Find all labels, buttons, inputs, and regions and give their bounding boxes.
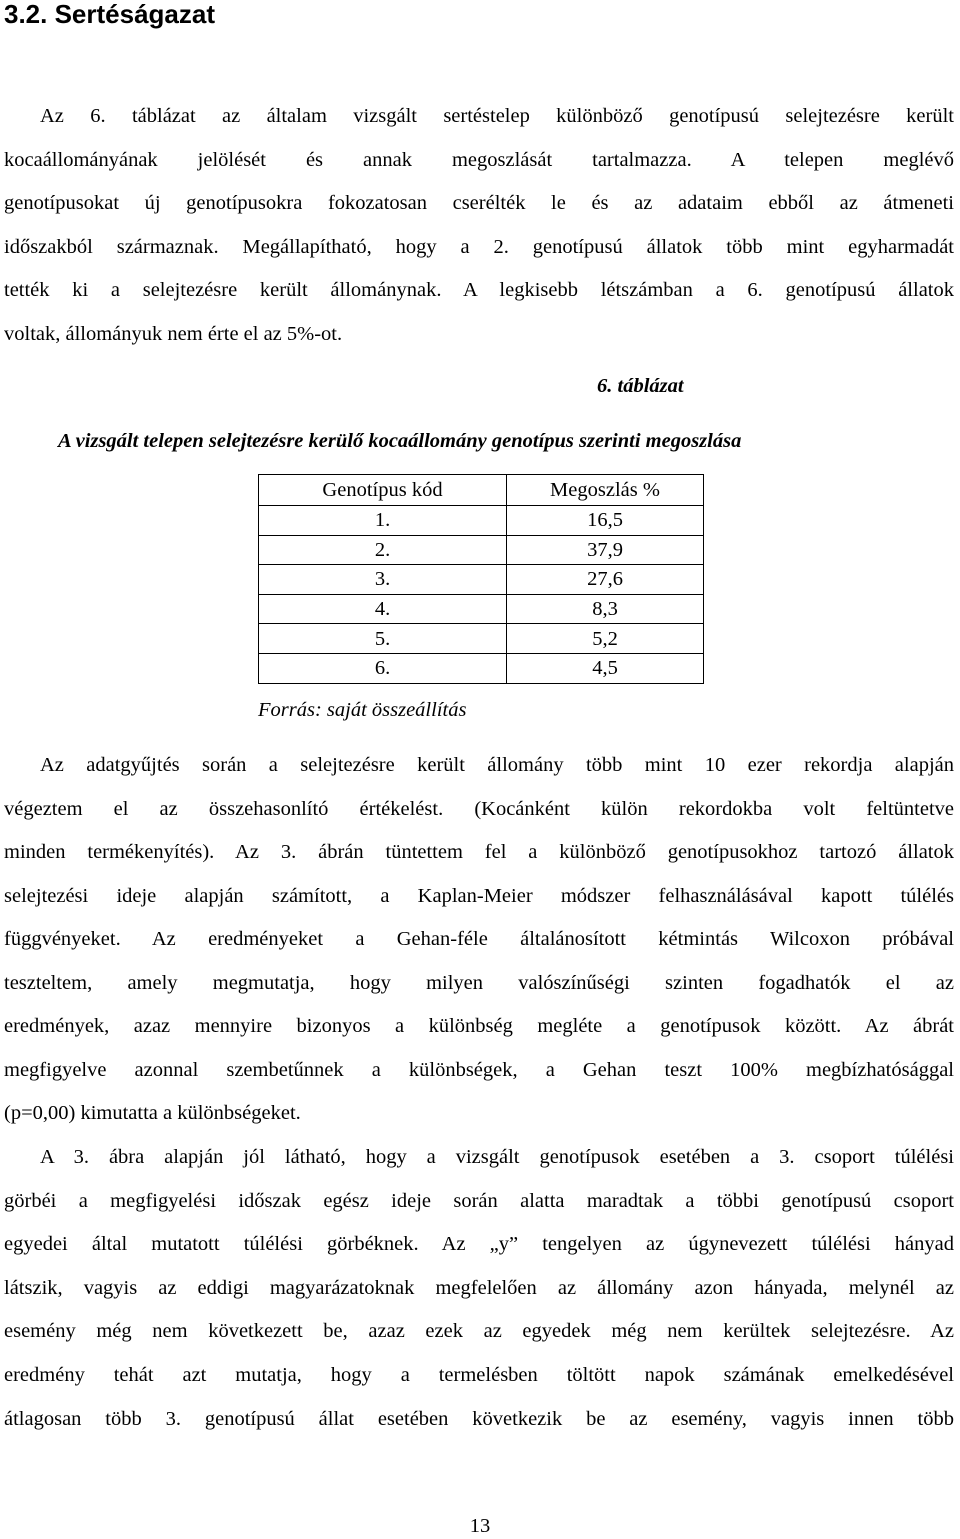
table-row: [259, 506, 704, 536]
paragraph-line: esemény még nem következett be, azaz ezek az egyedek még nem kerültek selejtezésre. Az: [4, 1320, 954, 1343]
paragraph-line: látszik, vagyis az eddigi magyarázatoknak megfelelően az állomány azon hányada, melynél az: [4, 1276, 954, 1299]
paragraph-line: voltak, állományuk nem érte el az 5%-ot.: [4, 322, 343, 345]
genotype-code-cell: 3.: [259, 565, 507, 595]
table-row: [259, 624, 704, 654]
paragraph-line: végeztem el az összehasonlító értékelést. (Kocánként külön rekordokba volt feltüntetve: [4, 797, 954, 820]
table-row: [259, 594, 704, 624]
paragraph-line: átlagosan több 3. genotípusú állat esetében következik be az esemény, vagyis innen több: [4, 1407, 954, 1430]
table-number: 6. táblázat: [597, 375, 684, 397]
header-genotype-code: Genotípus kód: [259, 475, 507, 506]
paragraph-line: Az 6. táblázat az általam vizsgált sertéstelep különböző genotípusú selejtezésre került: [40, 105, 954, 127]
paragraph-line: időszakból származnak. Megállapítható, hogy a 2. genotípusú állatok több mint egyharmadát: [4, 235, 954, 258]
distribution-cell: 8,3: [507, 594, 704, 624]
paragraph-line: egyedei által mutatott túlélési görbéknek. Az „y” tengelyen az úgynevezett túlélési hányad: [4, 1233, 954, 1256]
genotype-code-cell: 6.: [259, 653, 507, 683]
paragraph-survival: [4, 1136, 954, 1441]
paragraph-line: (p=0,00) kimutatta a különbségeket.: [4, 1102, 301, 1124]
section-title: 3.2. Sertéságazat: [4, 0, 216, 29]
paragraph-line: genotípusokat új genotípusokra fokozatosan cserélték le és az adataim ebből az átmeneti: [4, 192, 954, 214]
paragraph-line: minden termékenyítés). Az 3. ábrán tüntettem fel a különböző genotípusokhoz tartozó állatok: [4, 841, 954, 863]
genotype-code-cell: 5.: [259, 624, 507, 654]
distribution-cell: 27,6: [507, 565, 704, 595]
paragraph-line: eredmények, azaz mennyire bizonyos a különbség megléte a genotípusok között. Az ábrát: [4, 1015, 954, 1037]
genotype-code-cell: 1.: [259, 506, 507, 536]
page-number: 13: [469, 1515, 491, 1537]
paragraph-line: selejtezési ideje alapján számított, a Kaplan-Meier módszer felhasználásával kapott túlélés: [4, 884, 954, 907]
genotype-code-cell: 2.: [259, 535, 507, 565]
table-source: Forrás: saját összeállítás: [258, 699, 467, 721]
paragraph-line: teszteltem, amely megmutatja, hogy milyen valószínűségi szinten fogadhatók el az: [4, 971, 954, 994]
paragraph-analysis: [4, 744, 954, 1136]
paragraph-intro: [4, 95, 954, 356]
distribution-cell: 16,5: [507, 506, 704, 536]
table-row: [259, 565, 704, 595]
paragraph-line: A 3. ábra alapján jól látható, hogy a vizsgált genotípusok esetében a 3. csoport túlélési: [40, 1146, 954, 1168]
paragraph-line: megfigyelve azonnal szembetűnnek a különbségek, a Gehan teszt 100% megbízhatósággal: [4, 1058, 954, 1081]
table-header-row: [259, 475, 704, 506]
paragraph-line: függvényeket. Az eredményeket a Gehan-féle általánosított kétmintás Wilcoxon próbával: [4, 928, 954, 950]
distribution-cell: 4,5: [507, 653, 704, 683]
paragraph-line: tették ki a selejtezésre került állománynak. A legkisebb létszámban a 6. genotípusú állatok: [4, 279, 954, 301]
distribution-cell: 5,2: [507, 624, 704, 654]
paragraph-line: kocaállományának jelölését és annak megoszlását tartalmazza. A telepen meglévő: [4, 148, 954, 171]
paragraph-line: Az adatgyűjtés során a selejtezésre került állomány több mint 10 ezer rekordja alapján: [40, 754, 954, 776]
table-row: [259, 653, 704, 683]
genotype-distribution-table: [258, 474, 704, 684]
distribution-cell: 37,9: [507, 535, 704, 565]
genotype-code-cell: 4.: [259, 594, 507, 624]
paragraph-line: eredmény tehát azt mutatja, hogy a termelésben töltött napok számának emelkedésével: [4, 1363, 954, 1386]
paragraph-line: görbéi a megfigyelési időszak egész ideje során alatta maradtak a többi genotípusú csoport: [4, 1189, 954, 1212]
table-title: A vizsgált telepen selejtezésre kerülő kocaállomány genotípus szerinti megoszlása: [58, 430, 742, 452]
table-row: [259, 535, 704, 565]
header-distribution-percent: Megoszlás %: [507, 475, 704, 506]
